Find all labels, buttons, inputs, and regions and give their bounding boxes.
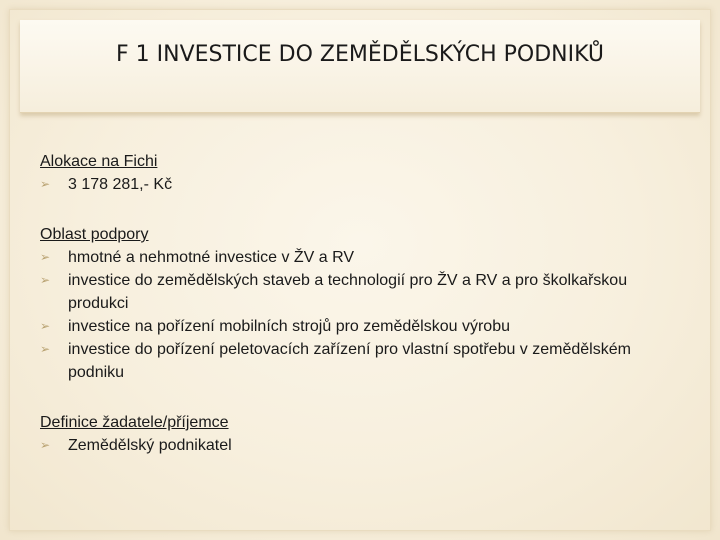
list-item: [40, 246, 660, 269]
arrow-bullet-icon: ➢: [40, 177, 51, 191]
list-item-text: 3 178 281,- Kč: [68, 176, 173, 193]
list-item-text: investice do pořízení peletovacích zařízení pro vlastní spotřebu v zemědělském podniku: [68, 341, 631, 381]
section-heading-alokace: Alokace na Fichi: [40, 153, 158, 170]
section-heading-oblast: Oblast podpory: [40, 226, 149, 243]
list-item: [40, 434, 660, 457]
list-item: [40, 315, 660, 338]
arrow-bullet-icon: ➢: [40, 438, 51, 452]
list-item: [40, 269, 660, 315]
list-item: [40, 173, 660, 196]
slide-title: F 1 INVESTICE DO ZEMĚDĚLSKÝCH PODNIKŮ: [115, 42, 605, 67]
spacer: [40, 196, 660, 223]
arrow-bullet-icon: ➢: [40, 273, 51, 287]
arrow-bullet-icon: ➢: [40, 250, 51, 264]
list-item-text: Zemědělský podnikatel: [68, 437, 232, 454]
list-item-text: investice do zemědělských staveb a technologií pro ŽV a RV a pro školkařskou produkci: [68, 272, 628, 312]
arrow-bullet-icon: ➢: [40, 342, 51, 356]
list-item: [40, 338, 660, 384]
list-item-text: investice na pořízení mobilních strojů pro zemědělskou výrobu: [68, 318, 510, 335]
section-heading-definice: Definice žadatele/příjemce: [40, 414, 229, 431]
slide-content: [40, 150, 660, 457]
arrow-bullet-icon: ➢: [40, 319, 51, 333]
list-item-text: hmotné a nehmotné investice v ŽV a RV: [68, 249, 355, 266]
spacer: [40, 384, 660, 411]
